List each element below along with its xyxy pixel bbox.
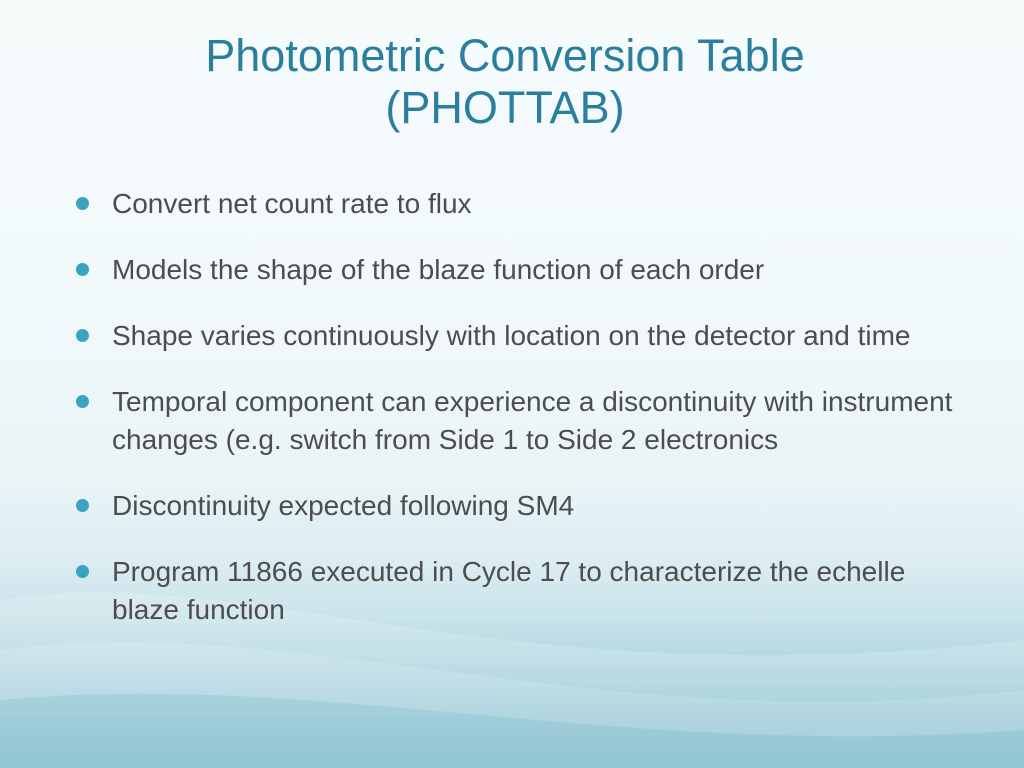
slide-title-line-1: Photometric Conversion Table — [205, 30, 805, 81]
bullet-text: Models the shape of the blaze function of each order — [112, 254, 765, 285]
bullet-text: Convert net count rate to flux — [112, 188, 472, 219]
bullet-item — [76, 185, 956, 223]
bullet-dot-icon — [76, 263, 89, 276]
bullet-text: Shape varies continuously with location on the detector and time — [112, 320, 911, 351]
bullet-dot-icon — [76, 565, 89, 578]
bullet-dot-icon — [76, 499, 89, 512]
bullet-dot-icon — [76, 197, 89, 210]
bullet-text: Program 11866 executed in Cycle 17 to characterize the echelle blaze function — [112, 556, 906, 625]
bullet-item — [76, 487, 956, 525]
bullet-dot-icon — [76, 329, 89, 342]
slide-title-line-2: (PHOTTAB) — [385, 82, 625, 133]
bullet-item — [76, 317, 956, 355]
bullet-text: Temporal component can experience a discontinuity with instrument changes (e.g. switch from Side 1 to Side 2 electronics — [112, 386, 953, 455]
bullet-text: Discontinuity expected following SM4 — [112, 490, 575, 521]
bullet-dot-icon — [76, 395, 89, 408]
bullet-item — [76, 383, 956, 459]
bullet-item — [76, 553, 956, 629]
bullet-item — [76, 251, 956, 289]
slide-title — [100, 30, 910, 134]
bullet-list — [76, 185, 956, 657]
